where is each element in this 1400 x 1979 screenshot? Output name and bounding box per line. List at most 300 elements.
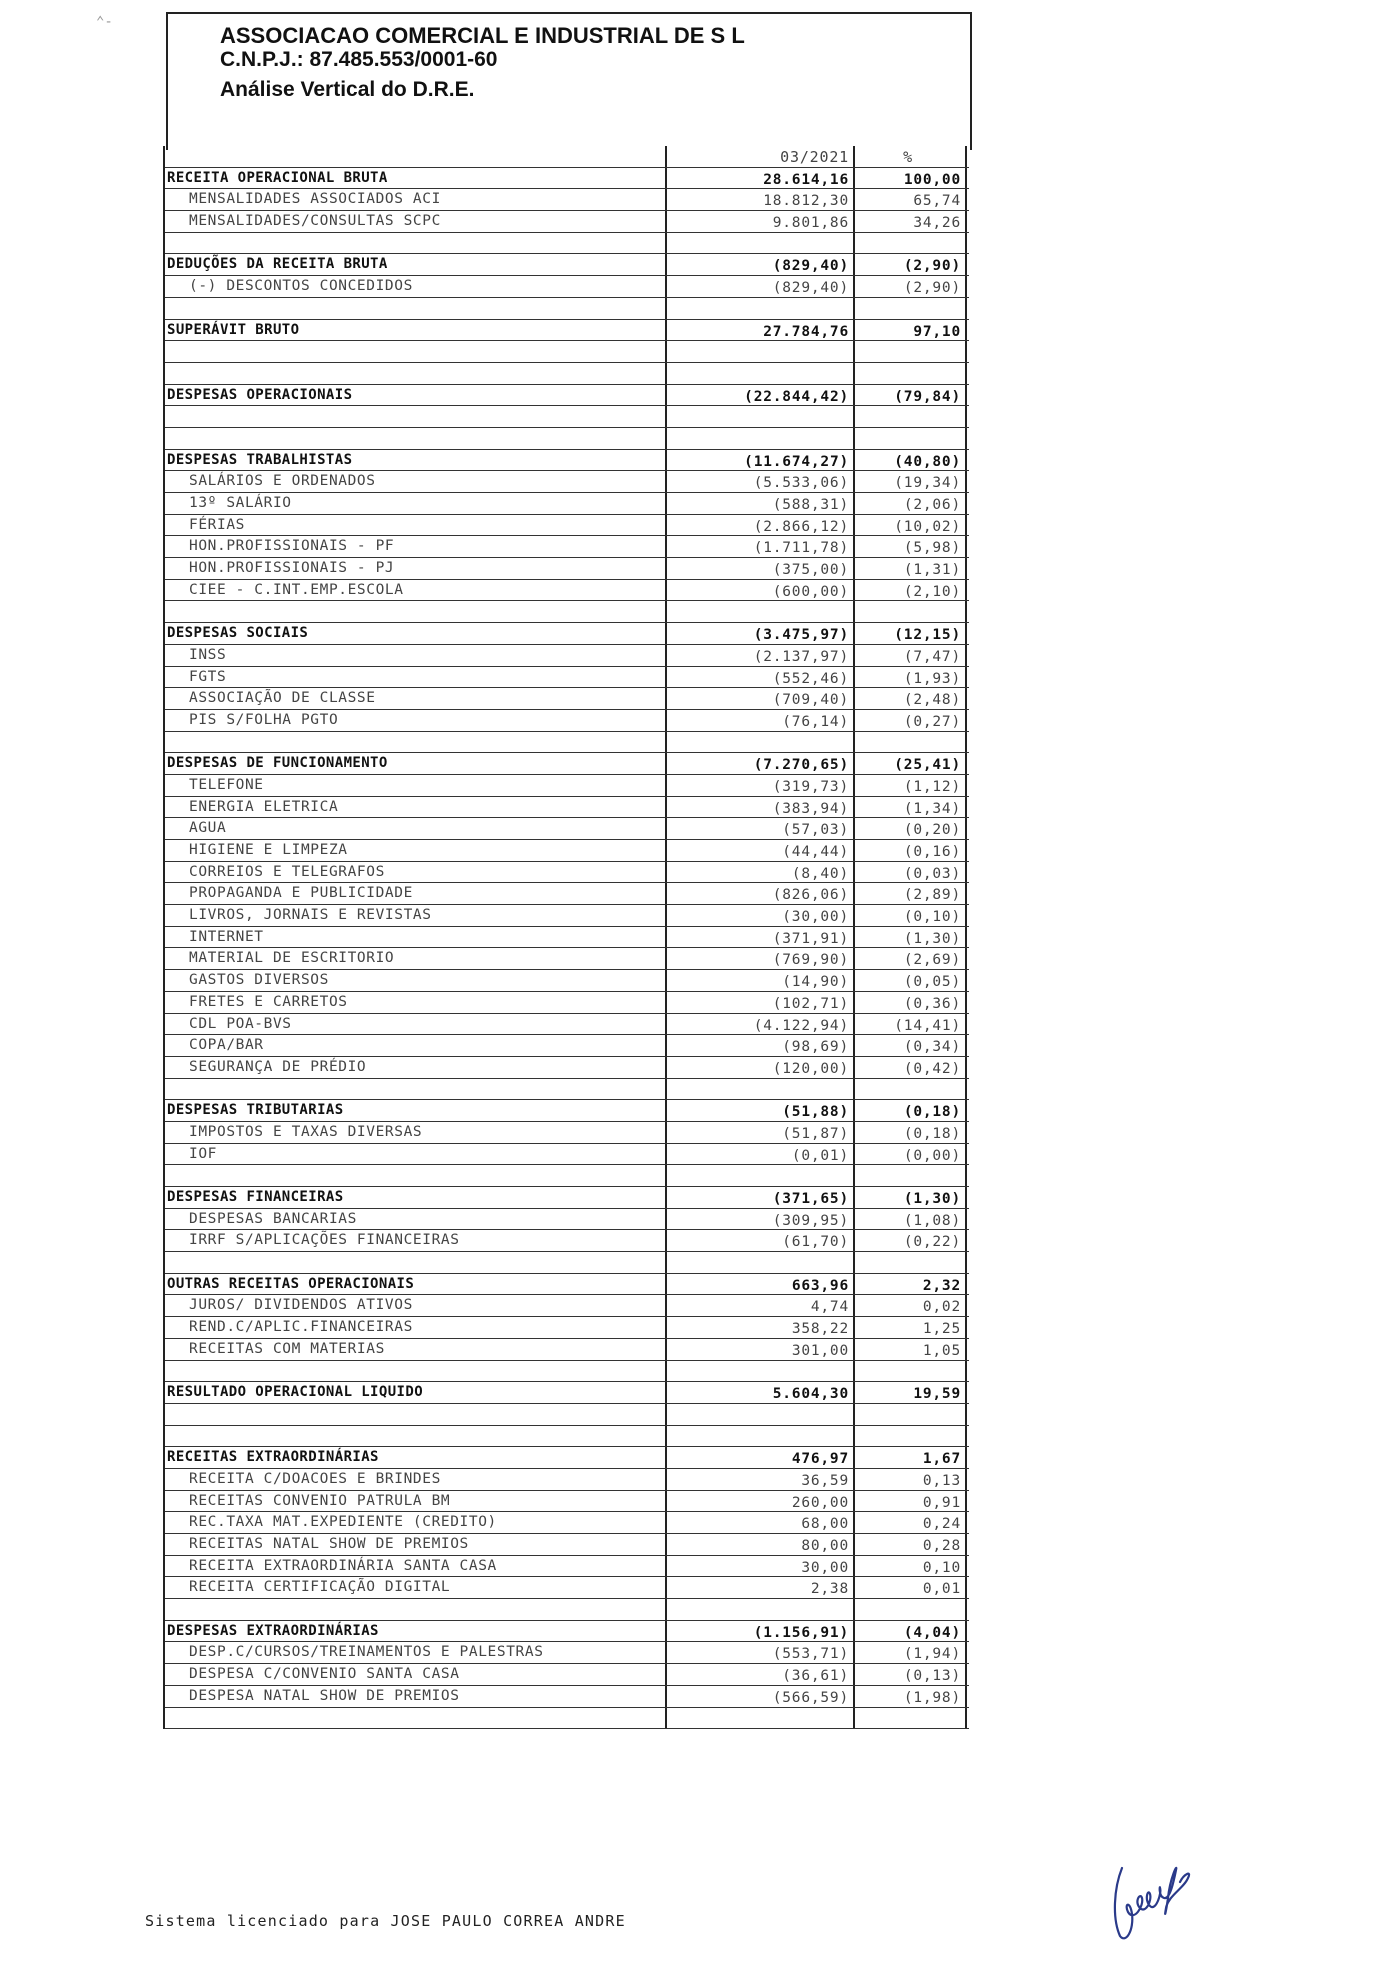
row-percent: 0,02 xyxy=(855,1295,967,1316)
row-value: (588,31) xyxy=(667,493,855,514)
row-value xyxy=(667,298,855,319)
row-percent xyxy=(855,1599,967,1620)
row-label: HIGIENE E LIMPEZA xyxy=(165,840,667,861)
row-percent: (5,98) xyxy=(855,536,967,557)
item-row xyxy=(165,840,969,862)
row-value: (5.533,06) xyxy=(667,471,855,492)
row-percent xyxy=(855,298,967,319)
item-row xyxy=(165,1122,969,1144)
row-value: (709,40) xyxy=(667,688,855,709)
row-value: 663,96 xyxy=(667,1274,855,1295)
row-value: 301,00 xyxy=(667,1339,855,1360)
row-percent: (2,06) xyxy=(855,493,967,514)
row-value: (61,70) xyxy=(667,1230,855,1251)
row-value: 9.801,86 xyxy=(667,211,855,232)
row-percent: (0,18) xyxy=(855,1100,967,1121)
row-label: HON.PROFISSIONAIS - PF xyxy=(165,536,667,557)
row-label: DESPESA NATAL SHOW DE PREMIOS xyxy=(165,1686,667,1707)
row-percent: (2,10) xyxy=(855,580,967,601)
row-value: 4,74 xyxy=(667,1295,855,1316)
row-percent: (0,13) xyxy=(855,1664,967,1685)
row-value: 2,38 xyxy=(667,1577,855,1598)
section-row xyxy=(165,1187,969,1209)
item-row xyxy=(165,645,969,667)
row-percent: (14,41) xyxy=(855,1014,967,1035)
row-percent: 0,01 xyxy=(855,1577,967,1598)
item-row xyxy=(165,927,969,949)
row-label: INSS xyxy=(165,645,667,666)
blank-row xyxy=(165,1252,969,1274)
row-percent xyxy=(855,363,967,384)
blank-row xyxy=(165,233,969,255)
row-value: (829,40) xyxy=(667,276,855,297)
row-value xyxy=(667,341,855,362)
row-value: (76,14) xyxy=(667,710,855,731)
row-label: RECEITAS EXTRAORDINÁRIAS xyxy=(165,1447,667,1468)
row-value: (2.137,97) xyxy=(667,645,855,666)
row-value xyxy=(667,1599,855,1620)
row-label: RECEITA OPERACIONAL BRUTA xyxy=(165,168,667,189)
row-value: (51,87) xyxy=(667,1122,855,1143)
row-label xyxy=(165,233,667,254)
row-value: (383,94) xyxy=(667,797,855,818)
row-value: 476,97 xyxy=(667,1447,855,1468)
row-percent xyxy=(855,1165,967,1186)
row-label: REC.TAXA MAT.EXPEDIENTE (CREDITO) xyxy=(165,1512,667,1533)
row-label: INTERNET xyxy=(165,927,667,948)
section-row xyxy=(165,1447,969,1469)
row-value: (553,71) xyxy=(667,1642,855,1663)
blank-row xyxy=(165,298,969,320)
item-row xyxy=(165,1469,969,1491)
row-value: 260,00 xyxy=(667,1491,855,1512)
item-row xyxy=(165,493,969,515)
item-row xyxy=(165,883,969,905)
row-value: (309,95) xyxy=(667,1209,855,1230)
row-percent: (0,03) xyxy=(855,862,967,883)
item-row xyxy=(165,667,969,689)
row-value: (1.711,78) xyxy=(667,536,855,557)
row-value: (14,90) xyxy=(667,970,855,991)
blank-row xyxy=(165,1165,969,1187)
row-value xyxy=(667,1426,855,1447)
company-cnpj: C.N.P.J.: 87.485.553/0001-60 xyxy=(220,48,498,71)
row-percent: (2,48) xyxy=(855,688,967,709)
item-row xyxy=(165,1491,969,1513)
item-row xyxy=(165,515,969,537)
row-label: ENERGIA ELETRICA xyxy=(165,797,667,818)
item-row xyxy=(165,1035,969,1057)
row-percent xyxy=(855,341,967,362)
row-percent: (0,27) xyxy=(855,710,967,731)
row-value: 5.604,30 xyxy=(667,1382,855,1403)
row-label: MENSALIDADES/CONSULTAS SCPC xyxy=(165,211,667,232)
license-footer: Sistema licenciado para JOSE PAULO CORREA ANDRE xyxy=(145,1912,626,1930)
row-percent: (1,30) xyxy=(855,927,967,948)
row-percent: 0,10 xyxy=(855,1556,967,1577)
item-row xyxy=(165,1057,969,1079)
row-label xyxy=(165,363,667,384)
row-label xyxy=(165,1708,667,1729)
row-label xyxy=(165,1252,667,1273)
row-label xyxy=(165,1079,667,1100)
item-row xyxy=(165,189,969,211)
item-row xyxy=(165,1642,969,1664)
row-value: (11.674,27) xyxy=(667,450,855,471)
row-label xyxy=(165,1361,667,1382)
row-value xyxy=(667,1708,855,1729)
row-label xyxy=(165,1426,667,1447)
row-value: (552,46) xyxy=(667,667,855,688)
row-percent: (1,98) xyxy=(855,1686,967,1707)
row-label: RESULTADO OPERACIONAL LIQUIDO xyxy=(165,1382,667,1403)
row-value: (600,00) xyxy=(667,580,855,601)
row-percent: (0,20) xyxy=(855,818,967,839)
row-value xyxy=(667,732,855,753)
row-value: (7.270,65) xyxy=(667,753,855,774)
row-percent: 0,24 xyxy=(855,1512,967,1533)
row-label: DESPESAS EXTRAORDINÁRIAS xyxy=(165,1621,667,1642)
row-value: (371,91) xyxy=(667,927,855,948)
row-label: RECEITAS CONVENIO PATRULA BM xyxy=(165,1491,667,1512)
item-row xyxy=(165,211,969,233)
row-label xyxy=(165,1165,667,1186)
row-value: (2.866,12) xyxy=(667,515,855,536)
row-label: DESPESAS DE FUNCIONAMENTO xyxy=(165,753,667,774)
item-row xyxy=(165,948,969,970)
blank-row xyxy=(165,732,969,754)
row-percent: 19,59 xyxy=(855,1382,967,1403)
header-label-cell xyxy=(165,146,667,167)
row-label xyxy=(165,601,667,622)
row-percent: (1,08) xyxy=(855,1209,967,1230)
section-row xyxy=(165,1100,969,1122)
section-row xyxy=(165,753,969,775)
row-percent: 1,05 xyxy=(855,1339,967,1360)
row-percent: (1,93) xyxy=(855,667,967,688)
row-label: DESP.C/CURSOS/TREINAMENTOS E PALESTRAS xyxy=(165,1642,667,1663)
row-percent: (2,69) xyxy=(855,948,967,969)
row-label: MENSALIDADES ASSOCIADOS ACI xyxy=(165,189,667,210)
row-percent: (19,34) xyxy=(855,471,967,492)
row-label xyxy=(165,732,667,753)
row-percent: (1,31) xyxy=(855,558,967,579)
row-label: LIVROS, JORNAIS E REVISTAS xyxy=(165,905,667,926)
row-label: DEDUÇÕES DA RECEITA BRUTA xyxy=(165,254,667,275)
row-label: AGUA xyxy=(165,818,667,839)
row-percent xyxy=(855,233,967,254)
row-label: DESPESAS TRIBUTARIAS xyxy=(165,1100,667,1121)
row-value: (769,90) xyxy=(667,948,855,969)
row-percent: 0,91 xyxy=(855,1491,967,1512)
row-value: (375,00) xyxy=(667,558,855,579)
row-percent: (0,42) xyxy=(855,1057,967,1078)
row-label: PIS S/FOLHA PGTO xyxy=(165,710,667,731)
row-value: (3.475,97) xyxy=(667,623,855,644)
section-row xyxy=(165,320,969,342)
row-label: DESPESA C/CONVENIO SANTA CASA xyxy=(165,1664,667,1685)
row-label: CORREIOS E TELEGRAFOS xyxy=(165,862,667,883)
row-label: (-) DESCONTOS CONCEDIDOS xyxy=(165,276,667,297)
item-row xyxy=(165,797,969,819)
row-percent: (2,89) xyxy=(855,883,967,904)
row-value: 28.614,16 xyxy=(667,168,855,189)
item-row xyxy=(165,1230,969,1252)
item-row xyxy=(165,688,969,710)
blank-row xyxy=(165,1426,969,1448)
row-value: (102,71) xyxy=(667,992,855,1013)
item-row xyxy=(165,1144,969,1166)
row-value: (44,44) xyxy=(667,840,855,861)
row-label xyxy=(165,428,667,449)
row-label: OUTRAS RECEITAS OPERACIONAIS xyxy=(165,1274,667,1295)
scan-mark: ⌃- xyxy=(96,14,113,30)
row-label: FRETES E CARRETOS xyxy=(165,992,667,1013)
row-value: (0,01) xyxy=(667,1144,855,1165)
row-label: GASTOS DIVERSOS xyxy=(165,970,667,991)
row-percent: (0,16) xyxy=(855,840,967,861)
row-percent xyxy=(855,1079,967,1100)
row-percent: (0,05) xyxy=(855,970,967,991)
row-value: (120,00) xyxy=(667,1057,855,1078)
percent-header: % xyxy=(855,146,967,167)
item-row xyxy=(165,862,969,884)
row-percent xyxy=(855,1708,967,1729)
item-row xyxy=(165,1512,969,1534)
row-percent: 1,67 xyxy=(855,1447,967,1468)
row-percent: 34,26 xyxy=(855,211,967,232)
row-label: 13º SALÁRIO xyxy=(165,493,667,514)
row-percent xyxy=(855,406,967,427)
item-row xyxy=(165,536,969,558)
blank-row xyxy=(165,1708,969,1730)
row-label: RECEITA CERTIFICAÇÃO DIGITAL xyxy=(165,1577,667,1598)
row-percent: (1,94) xyxy=(855,1642,967,1663)
item-row xyxy=(165,970,969,992)
row-value: (36,61) xyxy=(667,1664,855,1685)
section-row xyxy=(165,1382,969,1404)
company-name: ASSOCIACAO COMERCIAL E INDUSTRIAL DE S L xyxy=(220,23,745,48)
row-label: MATERIAL DE ESCRITORIO xyxy=(165,948,667,969)
item-row xyxy=(165,992,969,1014)
row-value xyxy=(667,363,855,384)
section-row xyxy=(165,1274,969,1296)
blank-row xyxy=(165,363,969,385)
item-row xyxy=(165,818,969,840)
item-row xyxy=(165,471,969,493)
row-label: FÉRIAS xyxy=(165,515,667,536)
blank-row xyxy=(165,1079,969,1101)
row-value xyxy=(667,1165,855,1186)
item-row xyxy=(165,580,969,602)
row-value: 358,22 xyxy=(667,1317,855,1338)
blank-row xyxy=(165,341,969,363)
row-percent: 0,28 xyxy=(855,1534,967,1555)
row-percent: (40,80) xyxy=(855,450,967,471)
section-row xyxy=(165,623,969,645)
row-label: SALÁRIOS E ORDENADOS xyxy=(165,471,667,492)
row-value: (30,00) xyxy=(667,905,855,926)
report-subtitle: Análise Vertical do D.R.E. xyxy=(220,78,475,101)
row-value: 68,00 xyxy=(667,1512,855,1533)
row-percent: (1,30) xyxy=(855,1187,967,1208)
row-label xyxy=(165,406,667,427)
row-value: (829,40) xyxy=(667,254,855,275)
row-percent: (0,22) xyxy=(855,1230,967,1251)
item-row xyxy=(165,558,969,580)
section-row xyxy=(165,1621,969,1643)
row-label: CDL POA-BVS xyxy=(165,1014,667,1035)
row-percent: (0,18) xyxy=(855,1122,967,1143)
row-percent: 65,74 xyxy=(855,189,967,210)
row-value xyxy=(667,428,855,449)
row-percent xyxy=(855,1426,967,1447)
row-label: DESPESAS FINANCEIRAS xyxy=(165,1187,667,1208)
row-percent: (1,34) xyxy=(855,797,967,818)
row-value: 36,59 xyxy=(667,1469,855,1490)
row-percent: 100,00 xyxy=(855,168,967,189)
row-value: (371,65) xyxy=(667,1187,855,1208)
item-row xyxy=(165,1339,969,1361)
handwritten-signature xyxy=(1104,1848,1204,1948)
row-label: SEGURANÇA DE PRÉDIO xyxy=(165,1057,667,1078)
row-label: DESPESAS TRABALHISTAS xyxy=(165,450,667,471)
item-row xyxy=(165,1317,969,1339)
row-percent xyxy=(855,732,967,753)
row-label: JUROS/ DIVIDENDOS ATIVOS xyxy=(165,1295,667,1316)
row-label xyxy=(165,341,667,362)
item-row xyxy=(165,1014,969,1036)
row-value: (8,40) xyxy=(667,862,855,883)
row-label: REND.C/APLIC.FINANCEIRAS xyxy=(165,1317,667,1338)
row-percent: (4,04) xyxy=(855,1621,967,1642)
row-value xyxy=(667,1361,855,1382)
item-row xyxy=(165,1534,969,1556)
blank-row xyxy=(165,1361,969,1383)
item-row xyxy=(165,1664,969,1686)
row-value xyxy=(667,601,855,622)
row-label: FGTS xyxy=(165,667,667,688)
row-percent: (79,84) xyxy=(855,385,967,406)
row-percent xyxy=(855,1361,967,1382)
row-percent: 97,10 xyxy=(855,320,967,341)
row-percent: (0,10) xyxy=(855,905,967,926)
row-value: 27.784,76 xyxy=(667,320,855,341)
row-label: RECEITAS COM MATERIAS xyxy=(165,1339,667,1360)
row-percent: (25,41) xyxy=(855,753,967,774)
row-label: IMPOSTOS E TAXAS DIVERSAS xyxy=(165,1122,667,1143)
row-label: TELEFONE xyxy=(165,775,667,796)
row-value: 80,00 xyxy=(667,1534,855,1555)
row-percent: (0,00) xyxy=(855,1144,967,1165)
item-row xyxy=(165,1295,969,1317)
report-header xyxy=(166,12,972,150)
row-percent: (7,47) xyxy=(855,645,967,666)
row-percent: 0,13 xyxy=(855,1469,967,1490)
item-row xyxy=(165,1556,969,1578)
blank-row xyxy=(165,1404,969,1426)
section-row xyxy=(165,450,969,472)
section-row xyxy=(165,254,969,276)
row-value: (319,73) xyxy=(667,775,855,796)
blank-row xyxy=(165,1599,969,1621)
row-percent: (12,15) xyxy=(855,623,967,644)
item-row xyxy=(165,710,969,732)
row-value xyxy=(667,406,855,427)
row-label: SUPERÁVIT BRUTO xyxy=(165,320,667,341)
item-row xyxy=(165,1686,969,1708)
row-label xyxy=(165,298,667,319)
row-label: CIEE - C.INT.EMP.ESCOLA xyxy=(165,580,667,601)
row-percent: (1,12) xyxy=(855,775,967,796)
row-label: COPA/BAR xyxy=(165,1035,667,1056)
row-label: PROPAGANDA E PUBLICIDADE xyxy=(165,883,667,904)
row-label: IOF xyxy=(165,1144,667,1165)
row-percent xyxy=(855,428,967,449)
row-percent: 2,32 xyxy=(855,1274,967,1295)
row-label: IRRF S/APLICAÇÕES FINANCEIRAS xyxy=(165,1230,667,1251)
dre-table xyxy=(163,146,969,1729)
period-header: 03/2021 xyxy=(667,146,855,167)
item-row xyxy=(165,1209,969,1231)
row-percent: (10,02) xyxy=(855,515,967,536)
item-row xyxy=(165,775,969,797)
row-value: (826,06) xyxy=(667,883,855,904)
row-value: (566,59) xyxy=(667,1686,855,1707)
row-percent: 1,25 xyxy=(855,1317,967,1338)
row-label: HON.PROFISSIONAIS - PJ xyxy=(165,558,667,579)
row-label: RECEITA EXTRAORDINÁRIA SANTA CASA xyxy=(165,1556,667,1577)
item-row xyxy=(165,276,969,298)
row-value: 30,00 xyxy=(667,1556,855,1577)
blank-row xyxy=(165,601,969,623)
row-value: (1.156,91) xyxy=(667,1621,855,1642)
row-value xyxy=(667,1404,855,1425)
row-value: (98,69) xyxy=(667,1035,855,1056)
row-label: RECEITAS NATAL SHOW DE PREMIOS xyxy=(165,1534,667,1555)
row-value: (4.122,94) xyxy=(667,1014,855,1035)
row-label xyxy=(165,1404,667,1425)
row-value: 18.812,30 xyxy=(667,189,855,210)
row-value xyxy=(667,1252,855,1273)
item-row xyxy=(165,1577,969,1599)
row-percent: (2,90) xyxy=(855,254,967,275)
table-header-row xyxy=(165,146,969,168)
row-percent xyxy=(855,601,967,622)
row-value xyxy=(667,233,855,254)
row-value: (51,88) xyxy=(667,1100,855,1121)
row-label: DESPESAS OPERACIONAIS xyxy=(165,385,667,406)
row-percent xyxy=(855,1404,967,1425)
section-row xyxy=(165,168,969,190)
row-label: DESPESAS BANCARIAS xyxy=(165,1209,667,1230)
row-label xyxy=(165,1599,667,1620)
row-label: ASSOCIAÇÃO DE CLASSE xyxy=(165,688,667,709)
row-percent: (2,90) xyxy=(855,276,967,297)
row-percent: (0,34) xyxy=(855,1035,967,1056)
row-label: RECEITA C/DOACOES E BRINDES xyxy=(165,1469,667,1490)
item-row xyxy=(165,905,969,927)
row-percent xyxy=(855,1252,967,1273)
blank-row xyxy=(165,406,969,428)
blank-row xyxy=(165,428,969,450)
row-value: (57,03) xyxy=(667,818,855,839)
section-row xyxy=(165,385,969,407)
row-percent: (0,36) xyxy=(855,992,967,1013)
row-value xyxy=(667,1079,855,1100)
row-value: (22.844,42) xyxy=(667,385,855,406)
row-label: DESPESAS SOCIAIS xyxy=(165,623,667,644)
